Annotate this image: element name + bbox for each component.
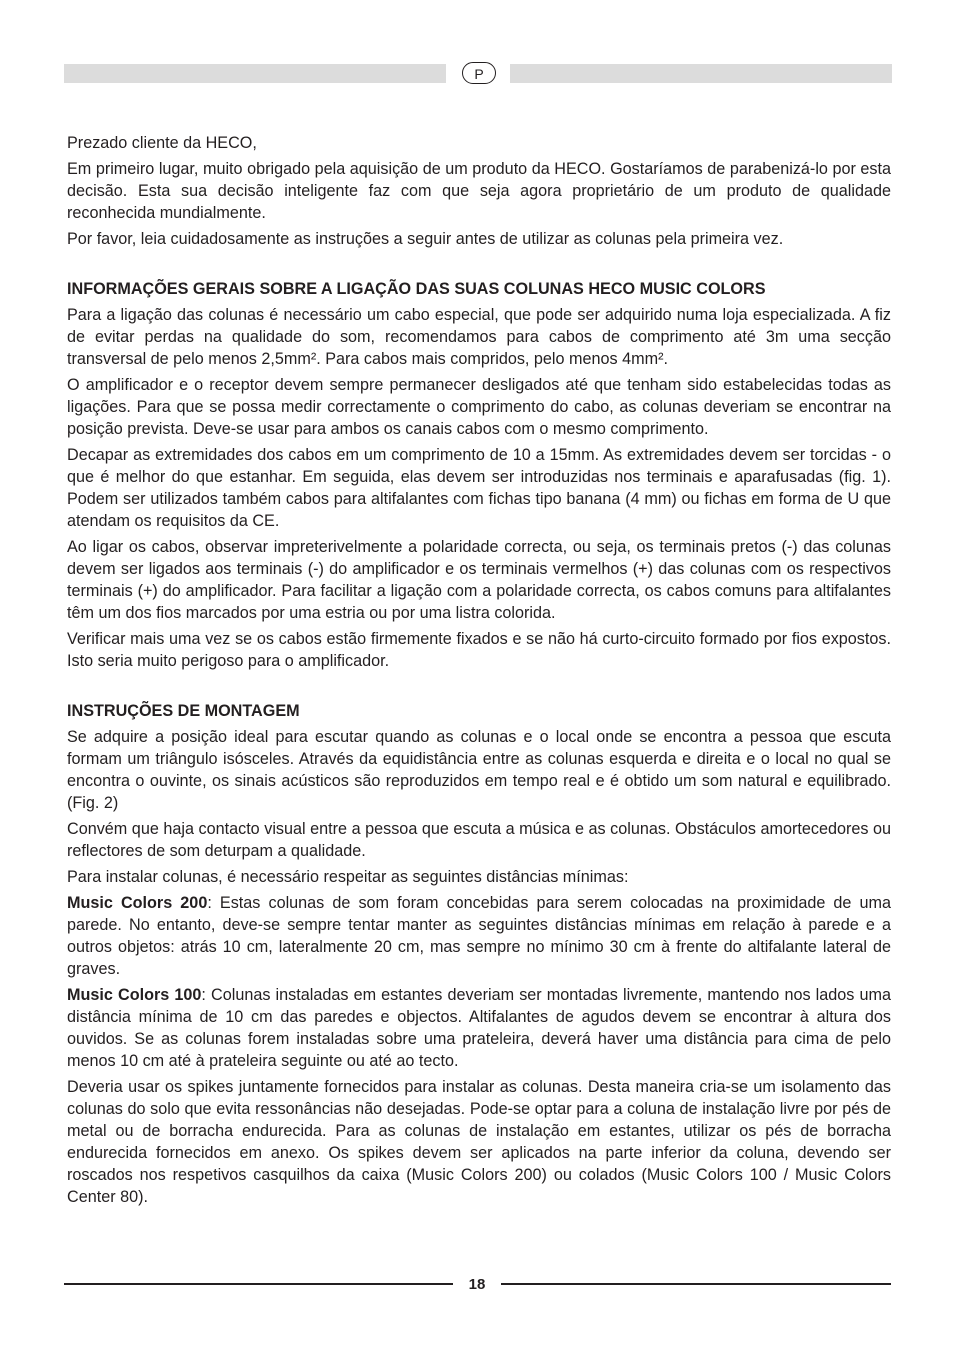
section-spacer (67, 254, 891, 278)
general-paragraph-3: Decapar as extremidades dos cabos em um comprimento de 10 a 15mm. As extremidades devem ser torcidas - o que é melhor do que estanhar. Em seguida, elas devem ser introduzidas nos terminais e aparafusadas (fig. 1). Podem ser utilizados também cabos para altifalantes com fichas tipo banana (4 mm) ou fichas em forma de U que atendam os requisitos da CE. (67, 446, 891, 530)
footer-rule-right (501, 1283, 891, 1285)
assembly-paragraph-2: Convém que haja contacto visual entre a pessoa que escuta a música e as colunas. Obstáculos amortecedores ou reflectores de som deturpam a qualidade. (67, 820, 891, 860)
greeting: Prezado cliente da HECO, (67, 134, 257, 152)
footer-rule-left (64, 1283, 453, 1285)
general-paragraph-4: Ao ligar os cabos, observar impreterivelmente a polaridade correcta, ou seja, os terminais pretos (-) das colunas devem ser ligados aos terminais (-) do amplificador e os terminais vermelhos (+) das colunas com os respectivos terminais (+) do amplificador. Para facilitar a ligação com a polaridade correcta, os cabos comuns para altifalantes têm um dos fios marcados por uma estria ou por uma listra colorida. (67, 538, 891, 622)
music-colors-100-paragraph (67, 984, 891, 1072)
general-paragraph-1: Para a ligação das colunas é necessário um cabo especial, que pode ser adquirido numa loja especializada. A fiz de evitar perdas na qualidade do som, recomendamos para cabos de comprimento até 3m uma secção transversal de pelo menos 2,5mm². Para cabos mais compridos, pelo menos 4mm². (67, 306, 891, 368)
music-colors-200-label: Music Colors 200 (67, 894, 208, 912)
assembly-paragraph-3: Para instalar colunas, é necessário respeitar as seguintes distâncias mínimas: (67, 868, 629, 886)
general-paragraph-2: O amplificador e o receptor devem sempre permanecer desligados até que tenham sido estabelecidas todas as ligações. Para que se possa medir correctamente o comprimento do cabo, as colunas deveriam se encontrar na posição prevista. Deve-se usar para ambos os canais cabos com o mesmo comprimento. (67, 376, 891, 438)
section-spacer (67, 676, 891, 700)
intro-paragraph-1: Em primeiro lugar, muito obrigado pela aquisição de um produto da HECO. Gostaríamos de parabenizá-lo por esta decisão. Esta sua decisão inteligente faz com que seja agora proprietário de um produto de qualidade reconhecida mundialmente. (67, 160, 891, 222)
music-colors-200-text: : Estas colunas de som foram concebidas para serem colocadas na proximidade de uma parede. No entanto, deve-se sempre tentar manter as seguintes distâncias mínimas em relação à parede e a outros objetos: atrás 10 cm, lateralmente 20 cm, mas sempre no mínimo 30 cm à frente do altifalante lateral de graves. (67, 894, 891, 978)
language-badge: P (462, 62, 496, 84)
section-heading-assembly: INSTRUÇÕES DE MONTAGEM (67, 702, 300, 720)
music-colors-200-paragraph (67, 892, 891, 980)
assembly-paragraph-spikes: Deveria usar os spikes juntamente fornecidos para instalar as colunas. Desta maneira cria-se um isolamento das colunas do solo que evita ressonâncias não desejadas. Pode-se optar para a coluna de instalação livre por pés de metal ou de borracha endurecida. Para as colunas de instalação em estantes, utilizar os pés de borracha endurecida fornecidos em anexo. Os spikes devem ser aplicados na parte inferior da coluna, devendo ser roscados nos respetivos casquilhos da caixa (Music Colors 200) ou colados (Music Colors 100 / Music Colors Center 80). (67, 1078, 891, 1206)
section-heading-general: INFORMAÇÕES GERAIS SOBRE A LIGAÇÃO DAS SUAS COLUNAS HECO MUSIC COLORS (67, 280, 766, 298)
music-colors-100-text: : Colunas instaladas em estantes deveriam ser montadas livremente, mantendo nos lados uma distância mínima de 10 cm das paredes e objectos. Altifalantes de agudos devem se encontrar à altura dos ouvidos. Se as colunas forem instaladas sobre uma prateleira, deverá haver uma distância para cima de pelo menos 10 cm até à prateleira seguinte ou até ao tecto. (67, 986, 891, 1070)
header-bar-right (510, 64, 892, 83)
assembly-paragraph-1: Se adquire a posição ideal para escutar quando as colunas e o local onde se encontra a pessoa que escuta formam um triângulo isósceles. Através da equidistância entre as colunas esquerda e direita e o local no qual se encontra o ouvinte, os sinais acústicos são reproduzidos em tempo real e é obtido um som natural e equilibrado. (Fig. 2) (67, 728, 891, 812)
page-number: 18 (468, 1276, 486, 1293)
music-colors-100-label: Music Colors 100 (67, 986, 202, 1004)
general-paragraph-5: Verificar mais uma vez se os cabos estão firmemente fixados e se não há curto-circuito formado por fios expostos. Isto seria muito perigoso para o amplificador. (67, 630, 891, 670)
document-body (67, 132, 891, 1212)
header-bar-left (64, 64, 446, 83)
intro-paragraph-2: Por favor, leia cuidadosamente as instruções a seguir antes de utilizar as colunas pela primeira vez. (67, 230, 784, 248)
